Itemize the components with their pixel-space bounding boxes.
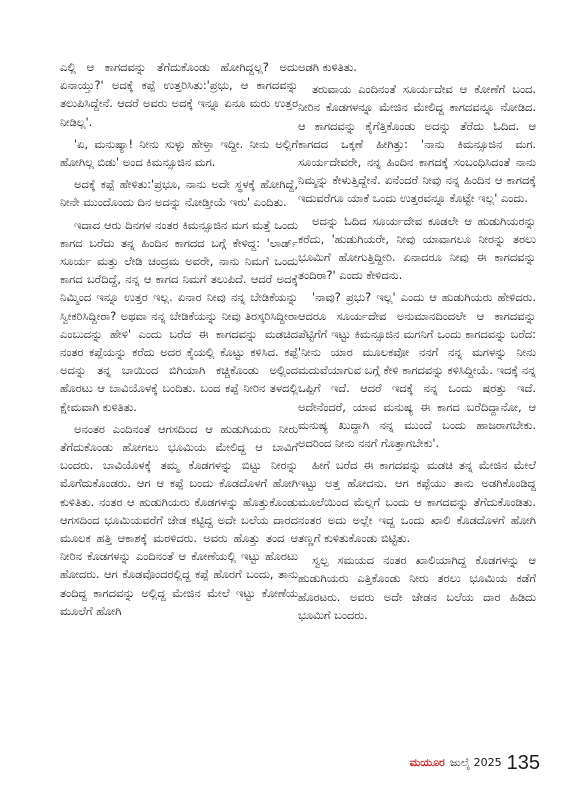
issue-date: ಜುಲೈ 2025 bbox=[449, 756, 502, 769]
paragraph: ಅದಕ್ಕೆ ಕಪ್ಪೆ ಹೇಳಿತು:'ಪ್ರಭೂ, ನಾನು ಅದೇ ಸ್ಥಳಕ್ಕೆ ಹೋಗಿದ್ದೆ, ನೀನೇ ಮುಂದೊಂದು ದಿನ ಅದನ್ನು ನೋಡ್ತೀಯೆ ಇರು' ಎಂದಿತು. bbox=[60, 177, 298, 210]
paragraph: ಹೀಗೆ ಬರೆದ ಈ ಕಾಗದವನ್ನು ಮಡಚಿ ತನ್ನ ಮೇಜಿನ ಮೇಲೆ ಇಟ್ಟು ಅತ್ತ ಹೋದನು. ಆಗ ಕಪ್ಪೆಯು ತಾನು ಅಡಗಿಕೊಂಡಿದ್ದ ಮೂಲೆಯಿಂದ ಮೆಲ್ಲಗೆ ಬಂದು ಆ ಕಾಗದವನ್ನು ತೆಗೆದುಕೊಂಡಿತು. ನಂತರ ಅದು ಅಲ್ಲೇ ಇದ್ದ ಒಂದು ಖಾಲಿ ಕೊಡದೊಳಗೆ ಹೋಗಿ ತಣ್ಣಗೆ ಕುಳಿತುಕೊಂಡು ಬಿಟ್ಟಿತು. bbox=[298, 458, 536, 546]
paragraph: ಎಲ್ಲಿ ಆ ಕಾಗದವನ್ನು ತೆಗೆದುಕೊಂಡು ಹೋಗಿದ್ದಲ್ಲ? ಅದು ಏನಾಯ್ತು?' ಅದಕ್ಕೆ ಕಪ್ಪೆ ಉತ್ತರಿಸಿತು:'ಪ್ರಭು, ಆ ಕಾಗದವನ್ನು ತಲುಪಿಸಿದ್ದೇನೆ. ಆದರೆ ಅವರು ಅದಕ್ಕೆ ಇನ್ನೂ ಏನೂ ಮರು ಉತ್ತರ ನೀಡಿಲ್ಲ'. bbox=[60, 60, 298, 129]
right-column bbox=[298, 58, 536, 628]
paragraph: ಸ್ವಲ್ಪ ಸಮಯದ ನಂತರ ಖಾಲಿಯಾಗಿದ್ದ ಕೊಡಗಳನ್ನು ಆ ಹುಡುಗಿಯರು ಎತ್ತಿಕೊಂಡು ನೀರು ತರಲು ಭೂಮಿಯ ಕಡೆಗೆ ಹೊರಟರು. ಅವರು ಅದೇ ಜೇಡನ ಬಲೆಯ ದಾರ ಹಿಡಿದು ಭೂಮಿಗೆ ಬಂದರು. bbox=[298, 553, 536, 622]
paragraph: ಇದಾದ ಆರು ದಿನಗಳ ನಂತರ ಕಿಮನ್ಸೂಜಿನ ಮಗ ಮತ್ತೆ ಒಂದು ಕಾಗದ ಬರೆದು ತನ್ನ ಹಿಂದಿನ ಕಾಗದದ ಬಗ್ಗೆ ಕೇಳಿದ್ದ: 'ಲಾರ್ಡ್ ಸೂರ್ಯ ಮತ್ತು ಲೇಡಿ ಚಂದ್ರಮ ಅವರೇ, ನಾನು ನಿಮಗೆ ಒಂದು ಕಾಗದ ಬರೆದಿದ್ದೆ, ನನ್ನ ಆ ಕಾಗದ ನಿಮಗೆ ತಲುಪಿದೆ. ಆದರೆ ಅದಕ್ಕೆ ನಿಮ್ಮಿಂದ ಇನ್ನೂ ಉತ್ತರ ಇಲ್ಲ. ಏನಾರ ನೀವು ನನ್ನ ಬೇಡಿಕೆಯನ್ನು ಸ್ವೀಕರಿಸಿದ್ದೀರಾ? ಅಥವಾ ನನ್ನ ಬೇಡಿಕೆಯನ್ನು ನೀವು ತಿರಸ್ಕರಿಸಿದ್ದೀರಾ ಎಂಬುದನ್ನು ಹೇಳಿ' ಎಂದು ಬರೆದ ಈ ಕಾಗದವನ್ನು ಮಡಚಿದ ನಂತರ ಕಪ್ಪೆಯನ್ನು ಕರೆದು ಅದರ ಕೈಯಲ್ಲಿ ಕೊಟ್ಟು ಕಳಿಸಿದ. ಕಪ್ಪೆ ಅದನ್ನು ತನ್ನ ಬಾಯಿಂದ ಬಿಗಿಯಾಗಿ ಕಚ್ಚಿಕೊಂಡು ಅಲ್ಲಿಂದ ಹೊರಟು ಆ ಬಾವಿಯೊಳಕ್ಕೆ ಬಂದಿತು. ಬಂದ ಕಪ್ಪೆ ನೀರಿನ ತಳದಲ್ಲಿ ಕ್ಷೇಮವಾಗಿ ಕುಳಿತಿತು. bbox=[60, 217, 298, 414]
paragraph: ಅದನ್ನು ಓದಿದ ಸೂರ್ಯದೇವ ಕೂಡಲೇ ಆ ಹುಡುಗಿಯರನ್ನು ಕರೆದು, 'ಹುಡುಗಿಯರೇ, ನೀವು ಯಾವಾಗಲೂ ನೀರನ್ನು ತರಲು ಭೂಮಿಗೆ ಹೋಗುತ್ತಿದ್ದೀರಿ. ಏನಾದರೂ ನೀವು ಈ ಕಾಗದವನ್ನು ತಂದಿರಾ?' ಎಂದು ಕೇಳಿದನು. bbox=[298, 213, 536, 283]
magazine-logo: ಮಯೂರ bbox=[409, 756, 445, 769]
paragraph: 'ಏ, ಮನುಷ್ಯಾ! ನೀನು ಸುಳ್ಳು ಹೇಳ್ತಾ ಇದ್ದೀ. ನೀನು ಅಲ್ಲಿಗೆ ಹೋಗಿಲ್ಲ ಬಿಡು' ಅಂದ ಕಿಮನ್ಸೂಜಿನ ಮಗ. bbox=[60, 136, 298, 170]
paragraph: 'ನಾವು? ಪ್ರಭು? ಇಲ್ಲ' ಎಂದು ಆ ಹುಡುಗಿಯರು ಹೇಳಿದರು. ಆದರೂ ಸೂರ್ಯದೇವ ಅನುಮಾನದಿಂದಲೇ ಆ ಕಾಗದವನ್ನು ಪೆಟ್ಟಿಗೆಗೆ ಇಟ್ಟು ಕಿಮನ್ಸೂಜಿನ ಮಗನಿಗೆ ಒಂದು ಕಾಗದವನ್ನು ಬರೆದ: 'ನೀನು ಯಾರ ಮೂಲಕವೋ ನನಗೆ ನನ್ನ ಮಗಳನ್ನು ನೀನು ಮದುವೆಯಾಗುವ ಬಗ್ಗೆ ಕೇಳಿ ಕಾಗದವನ್ನು ಕಳಿಸಿದ್ದೀಯೆ. ಇದಕ್ಕೆ ನನ್ನ ಒಪ್ಪಿಗೆ ಇದೆ. ಆದರೆ ಇದಕ್ಕೆ ನನ್ನ ಒಂದು ಷರತ್ತು ಇದೆ. ಅದೇನೆಂದರೆ, ಯಾವ ಮನುಷ್ಯ ಈ ಕಾಗದ ಬರೆದಿದ್ದಾನೋ, ಆ ಮನುಷ್ಯ ಖುದ್ದಾಗಿ ನನ್ನ ಮುಂದೆ ಬಂದು ಹಾಜರಾಗಬೇಕು. ಅದರಿಂದ ನೀನು ನನಗೆ ಗೊತ್ತಾಗಬೇಕು'. bbox=[298, 290, 536, 451]
paragraph: ಅಡಗಿ ಕುಳಿತಿತು. bbox=[298, 60, 357, 74]
page-number: 135 bbox=[506, 751, 540, 774]
left-column bbox=[60, 58, 298, 624]
paragraph: ತರುವಾಯ ಎಂದಿನಂತೆ ಸೂರ್ಯದೇವ ಆ ಕೋಣೆಗೆ ಬಂದ. ನೀರಿನ ಕೊಡಗಳನ್ನೂ ಮೇಜಿನ ಮೇಲಿದ್ದ ಕಾಗದವನ್ನೂ ನೋಡಿದ. ಆ ಕಾಗದವನ್ನು ಕೈಗೆತ್ತಿಕೊಂಡು ಅದನ್ನು ತೆರೆದು ಓದಿದ. ಆ ಕಾಗದದ ಒಕ್ಕಣೆ ಹೀಗಿತ್ತು: 'ನಾನು ಕಿಮನ್ಸೂಜಿನ ಮಗ. ಸೂರ್ಯದೇವರೇ, ನನ್ನ ಹಿಂದಿನ ಕಾಗದಕ್ಕೆ ಸಂಬಂಧಿಸಿದಂತೆ ನಾನು ನಿಮ್ಮನ್ನು ಕೇಳುತ್ತಿದ್ದೇನೆ. ಏನೆಂದರೆ ನೀವು ನನ್ನ ಹಿಂದಿನ ಆ ಕಾಗದಕ್ಕೆ ಇದುವರೆಗೂ ಯಾಕೆ ಒಂದು ಉತ್ತರವನ್ನೂ ಕೊಟ್ಟೇ ಇಲ್ಲ' ಎಂದು. bbox=[298, 82, 536, 206]
paragraph: ಅನಂತರ ಎಂದಿನಂತೆ ಆಗಸದಿಂದ ಆ ಹುಡುಗಿಯರು ನೀರು ತೆಗೆದುಕೊಂಡು ಹೋಗಲು ಭೂಮಿಯ ಮೇಲಿದ್ದ ಆ ಬಾವಿಗೆ ಬಂದರು. ಬಾವಿಯೊಳಕ್ಕೆ ತಮ್ಮ ಕೊಡಗಳನ್ನು ಬಿಟ್ಟು ನೀರನ್ನು ಮೊಗೆದುಕೊಂಡರು. ಆಗ ಆ ಕಪ್ಪೆ ಬಂದು ಕೊಡದೊಳಗೆ ಹೋಗಿ ಕುಳಿತಿತು. ನಂತರ ಆ ಹುಡುಗಿಯರು ಕೊಡಗಳನ್ನು ಹೊತ್ತುಕೊಂಡು ಆಗಸದಿಂದ ಭೂಮಿಯವರೆಗೆ ಜೇಡ ಕಟ್ಟಿದ್ದ ಅದೇ ಬಲೆಯ ದಾರದ ಮೂಲಕ ಹತ್ತಿ ಆಕಾಶಕ್ಕೆ ಮರಳಿದರು. ಅವರು ಹೊತ್ತು ತಂದ ಆ ನೀರಿನ ಕೊಡಗಳನ್ನು ಎಂದಿನಂತೆ ಆ ಕೋಣೆಯಲ್ಲಿ ಇಟ್ಟು ಹೊರಟು ಹೋದರು. ಆಗ ಕೊಡವೊಂದರಲ್ಲಿದ್ದ ಕಪ್ಪೆ ಹೊರಗೆ ಬಂದು, ತಾನು ತಂದಿದ್ದ ಕಾಗದವನ್ನು ಅಲ್ಲಿದ್ದ ಮೇಜಿನ ಮೇಲೆ ಇಟ್ಟು ಕೋಣೆಯ ಮೂಲೆಗೆ ಹೋಗಿ bbox=[60, 421, 298, 618]
page-footer bbox=[390, 750, 540, 776]
